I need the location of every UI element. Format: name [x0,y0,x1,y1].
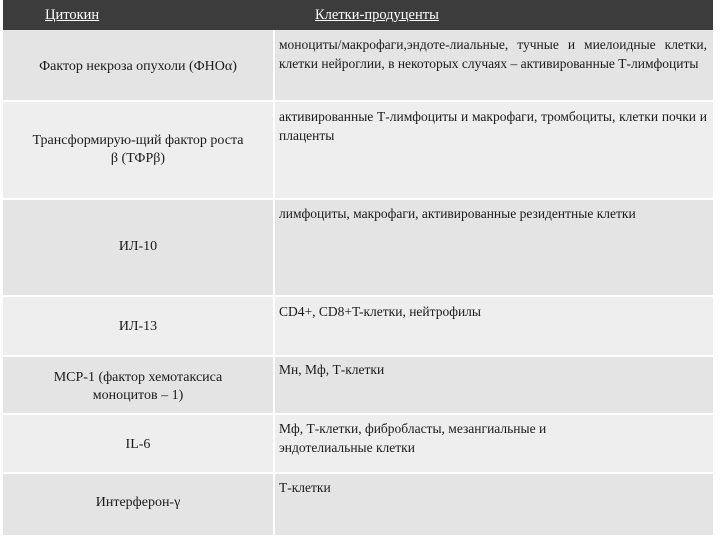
header-cytokine: Цитокин [45,7,100,23]
cytokine-cell: IL-6 [125,437,151,452]
producers-cell: Мн, Мф, Т-клетки [279,362,385,377]
table-row [3,357,713,413]
cytokine-cell: Интерферон-γ [95,495,181,510]
column-divider [273,30,275,535]
table-header [3,0,713,30]
table-row [3,415,713,472]
producers-cell: Мф, Т-клетки, фибробласты, мезангиальные и эндотелиальные клетки [279,421,547,455]
producers-cell: активированные Т-лимфоциты и макрофаги, тромбоциты, клетки почки и плаценты [279,109,707,143]
table-row [3,200,713,295]
cytokine-cell: ИЛ-13 [118,319,158,334]
table-row [3,297,713,355]
cytokine-cell: ИЛ-10 [118,239,158,254]
producers-cell: лимфоциты, макрофаги, активированные резидентные клетки [279,206,636,221]
cytokine-cell: Трансформирую-щий фактор роста β (ТФРβ) [32,133,244,166]
table-row [3,30,713,100]
cytokine-table [3,0,713,535]
cytokine-cell: МСР-1 (фактор хемотаксиса моноцитов – 1) [53,370,223,403]
producers-cell: моноциты/макрофаги,эндоте-лиальные, тучные и миелоидные клетки, клетки нейроглии, в некоторых случаях – активированные Т-лимфоциты [279,37,707,71]
table-row [3,474,713,535]
table-row [3,102,713,198]
cytokine-cell: Фактор некроза опухоли (ФНОα) [39,59,237,74]
producers-cell: Т-клетки [279,480,331,495]
producers-cell: CD4+, CD8+T-клетки, нейтрофилы [279,304,481,319]
header-producers: Клетки-продуценты [315,7,439,23]
